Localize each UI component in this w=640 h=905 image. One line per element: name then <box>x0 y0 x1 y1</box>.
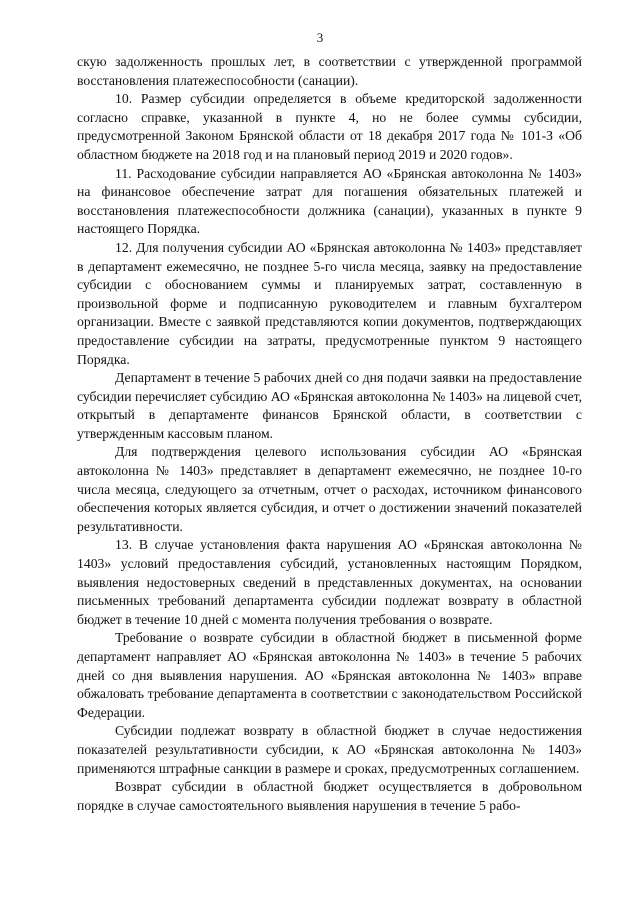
paragraph-penalties: Субсидии подлежат возврату в областной бюджет в случае недостижения показателей результативности субсидии, к АО «Брянская автоколонна № 1403» применяются штрафные санкции в размере и сроках, предусмотренных соглашением. <box>77 723 582 776</box>
page-number: 3 <box>316 30 324 45</box>
paragraph-item-13: 13. В случае установления факта нарушения АО «Брянская автоколонна № 1403» условий предоставления субсидий, установленных настоящим Порядком, выявления недостоверных сведений в представленных документах, на основании письменных требований департамента субсидии подлежат возврату в областной бюджет в течение 10 дней с момента получения требования о возврате. <box>77 537 582 627</box>
document-body <box>77 53 582 815</box>
paragraph-continuation: скую задолженность прошлых лет, в соответствии с утвержденной программой восстановления платежеспособности (санации). <box>77 54 582 88</box>
paragraph-reporting: Для подтверждения целевого использования субсидии АО «Брянская автоколонна № 1403» представляет в департамент ежемесячно, не позднее 10-го числа месяца, следующего за отчетным, отчет о расходах, источником финансового обеспечения которых является субсидия, и отчет о достижении значений показателей результативности. <box>77 444 582 534</box>
paragraph-transfer-procedure: Департамент в течение 5 рабочих дней со дня подачи заявки на предоставление субсидии перечисляет субсидию АО «Брянская автоколонна № 1403» на лицевой счет, открытый в департаменте финансов Брянской области, в соответствии с утвержденным кассовым планом. <box>77 370 582 441</box>
paragraph-item-10: 10. Размер субсидии определяется в объеме кредиторской задолженности согласно справке, указанной в пункте 4, но не более суммы субсидии, предусмотренной Законом Брянской области от 18 декабря 2017 года № 101-З «Об областном бюджете на 2018 год и на плановый период 2019 и 2020 годов». <box>77 91 582 162</box>
paragraph-item-11: 11. Расходование субсидии направляется АО «Брянская автоколонна № 1403» на финансовое обеспечение затрат для погашения обязательных платежей и восстановления платежеспособности должника (санации), указанных в пункте 9 настоящего Порядка. <box>77 165 582 237</box>
paragraph-return-demand: Требование о возврате субсидии в областной бюджет в письменной форме департамент направляет АО «Брянская автоколонна № 1403» в течение 5 рабочих дней со дня выявления нарушения. АО «Брянская автоколонна № 1403» вправе обжаловать требование департамента в соответствии с законодательством Российской Федерации. <box>77 630 582 720</box>
paragraph-item-12: 12. Для получения субсидии АО «Брянская автоколонна № 1403» представляет в департамент ежемесячно, не позднее 5-го числа месяца, заявку на предоставление субсидии с обоснованием суммы и планируемых затрат, составленную в произвольной форме и подписанную руководителем и главным бухгалтером организации. Вместе с заявкой представляются копии документов, подтверждающих предоставление субсидии на затраты, предусмотренные пунктом 9 настоящего Порядка. <box>77 239 582 367</box>
paragraph-voluntary-return: Возврат субсидии в областной бюджет осуществляется в добровольном порядке в случае самостоятельного выявления нарушения в течение 5 рабо- <box>77 779 582 813</box>
